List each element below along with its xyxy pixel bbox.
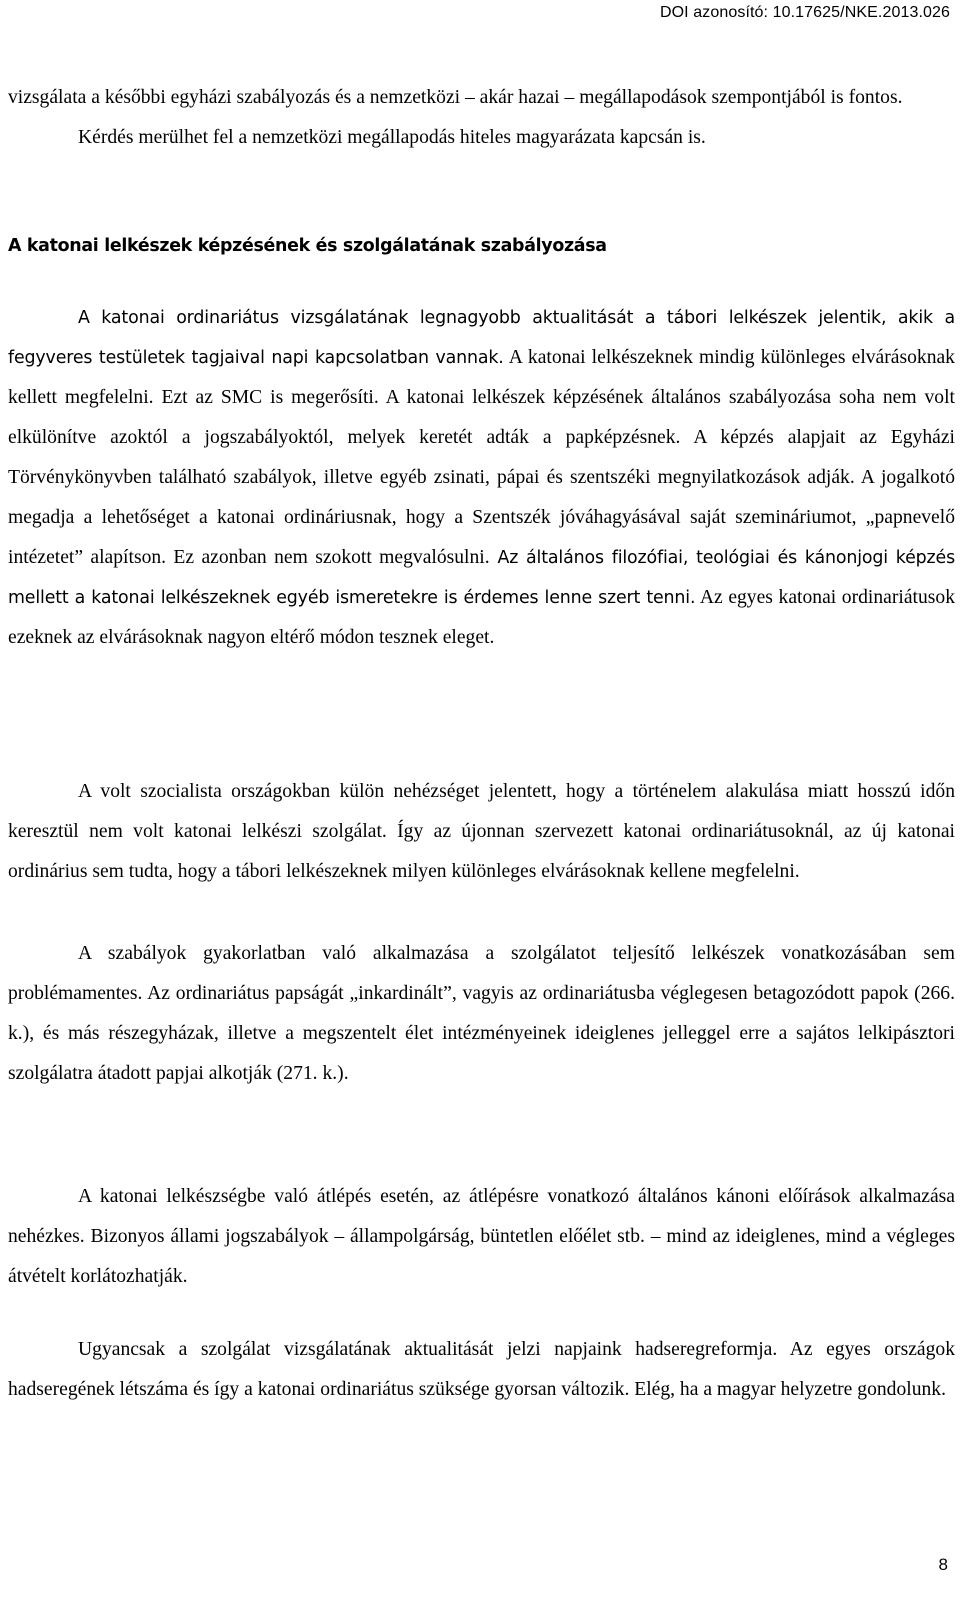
paragraph-5: A szabályok gyakorlatban való alkalmazása a szolgálatot teljesítő lelkészek vonatkozásában sem problémamentes. Az ordinariátus papságát „inkardinált”, vagyis az ordinariátusba véglegesen betagozódott papok (266. k.), és más részegyházak, illetve a megszentelt élet intézményeinek ideiglenes jelleggel erre a sajátos lelkipásztori szolgálatra átadott papjai alkotják (271. k.). xyxy=(8,943,955,1084)
paragraph-7: Ugyancsak a szolgálat vizsgálatának aktualitását jelzi napjaink hadseregreformja. Az egyes országok hadseregének létszáma és így a katonai ordinariátus szüksége gyorsan változik. Elég, ha a magyar helyzetre gondolunk. xyxy=(8,1339,955,1400)
paragraph-intro xyxy=(8,78,955,158)
paragraph-3-part-a: A katonai ordinariátus vizsgálatának legnagyobb aktualitását a tábori lelkészek jelentik, akik a fegyveres testületek tagjaival napi kapcsolatban vannak. xyxy=(8,308,955,368)
paragraph-4: A volt szocialista országokban külön nehézséget jelentett, hogy a történelem alakulása miatt hosszú időn keresztül nem volt katonai lelkészi szolgálat. Így az újonnan szervezett katonai ordinariátusoknál, az új katonai ordinárius sem tudta, hogy a tábori lelkészeknek milyen különleges elvárásoknak kellene megfelelni. xyxy=(8,781,955,882)
paragraph-2: Kérdés merülhet fel a nemzetközi megállapodás hiteles magyarázata kapcsán is. xyxy=(78,127,706,148)
doi-identifier: DOI azonosító: 10.17625/NKE.2013.026 xyxy=(659,4,950,21)
paragraph-3-part-d: Az egyes katonai ordinariátusok ezeknek az elvárásoknak nagyon eltérő módon tesznek eleget. xyxy=(8,587,955,648)
paragraph-3-block xyxy=(8,298,955,658)
section-heading: A katonai lelkészek képzésének és szolgálatának szabályozása xyxy=(8,236,607,256)
page-number: 8 xyxy=(938,1555,948,1574)
paragraph-6: A katonai lelkészségbe való átlépés esetén, az átlépésre vonatkozó általános kánoni előírások alkalmazása nehézkes. Bizonyos állami jogszabályok – állampolgárság, büntetlen előélet stb. – mind az ideiglenes, mind a végleges átvételt korlátozhatják. xyxy=(8,1186,955,1287)
section-heading-block xyxy=(8,226,955,266)
paragraph-7-block xyxy=(8,1330,955,1410)
paragraph-4-block xyxy=(8,772,955,892)
paragraph-3-part-c: Az általános filozófiai, teológiai és kánonjogi képzés mellett a katonai lelkészeknek egyéb ismeretekre is érdemes lenne szert tenni. xyxy=(8,548,955,608)
paragraph-6-block xyxy=(8,1177,955,1297)
paragraph-3-part-b: A katonai lelkészeknek mindig különleges elvárásoknak kellett megfelelni. Ezt az SMC is megerősíti. A katonai lelkészek képzésének általános szabályozása soha nem volt elkülönítve azoktól a jogszabályoktól, melyek keretét adták a papképzésnek. A képzés alapjait az Egyházi Törvénykönyvben található szabályok, illetve egyéb zsinati, pápai és szentszéki megnyilatkozások adják. A jogalkotó megadja a lehetőséget a katonai ordináriusnak, hogy a Szentszék jóváhagyásával saját szemináriumot, „papnevelő intézetet” alapítson. Ez azonban nem szokott megvalósulni. xyxy=(8,347,955,568)
paragraph-3 xyxy=(8,298,955,658)
paragraph-5-block xyxy=(8,934,955,1094)
paragraph-1: vizsgálata a későbbi egyházi szabályozás és a nemzetközi – akár hazai – megállapodások szempontjából is fontos. xyxy=(8,87,903,108)
